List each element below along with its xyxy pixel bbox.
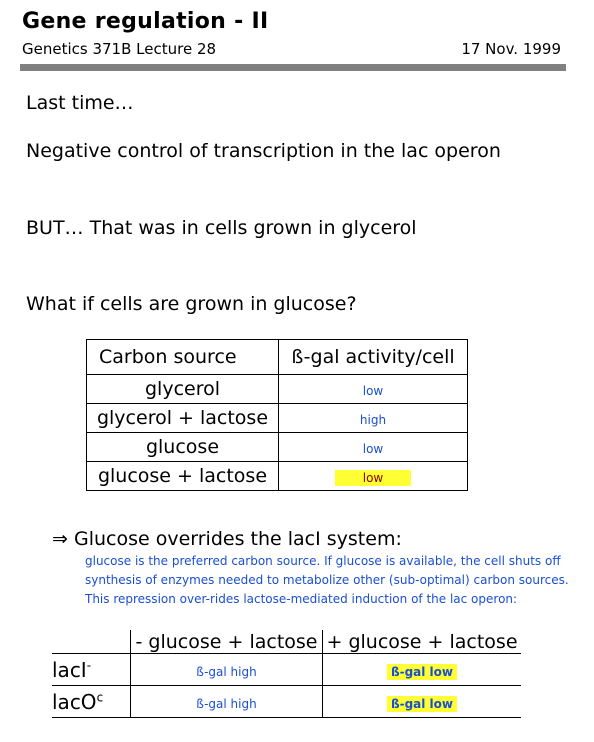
plus-glucose-cell: ß-gal low: [387, 664, 457, 680]
glycerol-line: BUT… That was in cells grown in glycerol: [26, 217, 417, 239]
mutant-label: lacO$^c$: [52, 686, 131, 718]
table-row: [87, 404, 468, 433]
activity-cell-highlighted: low: [335, 470, 412, 486]
plus-glucose-cell: ß-gal low: [387, 696, 457, 712]
conclusion-text: Glucose overrides the lacI system:: [73, 528, 402, 550]
negative-control-line: Negative control of transcription in the lac operon: [26, 140, 501, 162]
carbon-source-header: Carbon source: [87, 340, 279, 375]
carbon-source-cell: glucose + lactose: [87, 462, 279, 491]
minus-glucose-cell: ß-gal high: [196, 664, 257, 679]
lecture-date: 17 Nov. 1999: [461, 40, 561, 58]
minus-glucose-cell: ß-gal high: [196, 696, 257, 711]
activity-cell: high: [359, 413, 387, 427]
glucose-question-line: What if cells are grown in glucose?: [26, 293, 357, 315]
course-label: Genetics 371B Lecture 28: [22, 40, 217, 58]
mutant-table: [52, 630, 521, 718]
carbon-source-cell: glycerol: [87, 375, 279, 404]
plus-glucose-header: + glucose + lactose: [326, 630, 518, 653]
table-row: [87, 433, 468, 462]
carbon-source-cell: glycerol + lactose: [87, 404, 279, 433]
header-divider: [20, 64, 566, 71]
empty-header-cell: [52, 630, 131, 654]
table-header-row: [87, 340, 468, 375]
table-row: [52, 686, 521, 718]
carbon-source-table: [86, 339, 468, 491]
last-time-line: Last time…: [26, 92, 134, 114]
table-header-row: [52, 630, 521, 654]
activity-cell: low: [362, 384, 384, 398]
table-row: [52, 654, 521, 686]
bgal-activity-header: ß-gal activity/cell: [279, 340, 468, 375]
explanation-text: glucose is the preferred carbon source. If glucose is available, the cell shuts off synthesis of enzymes needed to metabolize other (sub-optimal) carbon sources. This repression over-rides lactose-mediated induction of the lac operon:: [85, 554, 569, 606]
conclusion-heading: [52, 528, 402, 550]
table-row: [87, 375, 468, 404]
implies-arrow-icon: ⇒: [52, 528, 68, 550]
mutant-label: lacI-: [52, 654, 131, 686]
table-row: [87, 462, 468, 491]
slide-title: Gene regulation - II: [22, 9, 269, 34]
carbon-source-cell: glucose: [87, 433, 279, 462]
minus-glucose-header: - glucose + lactose: [131, 630, 323, 654]
activity-cell: low: [362, 442, 384, 456]
